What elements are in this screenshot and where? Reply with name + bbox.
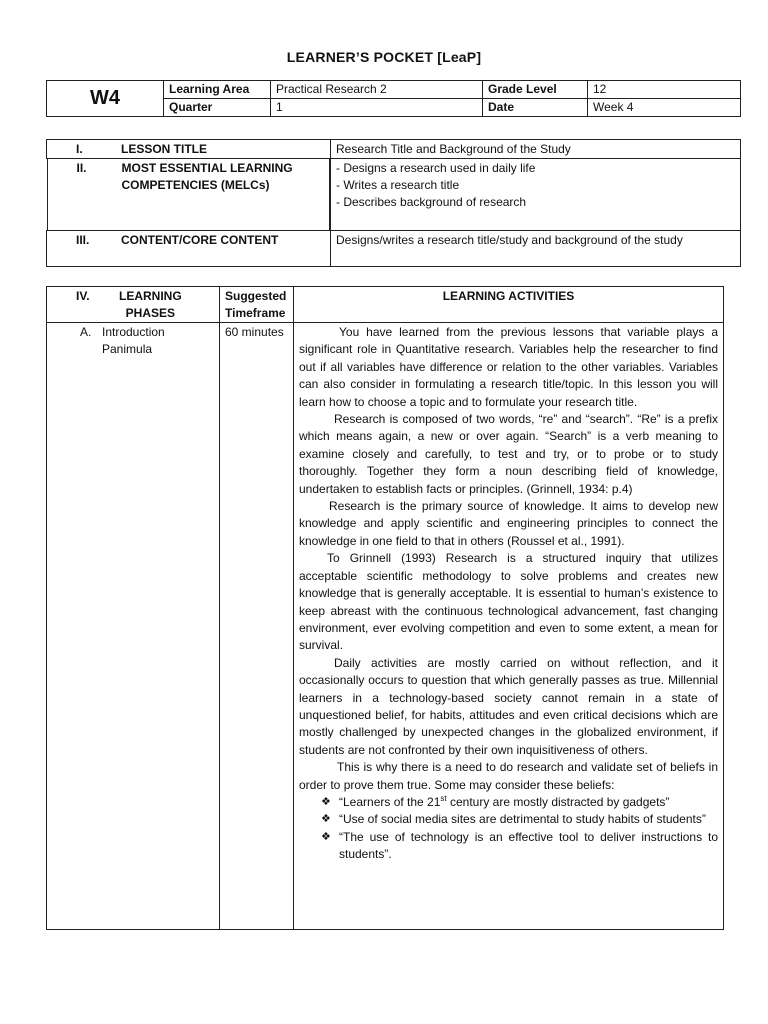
- paragraph: This is why there is a need to do research and validate set of beliefs in order to prove them true. Some may consider these beliefs:: [299, 760, 718, 792]
- timeframe-label-line2: Timeframe: [225, 306, 286, 320]
- diamond-bullet-icon: ❖: [321, 830, 331, 843]
- lesson-title-value: Research Title and Background of the Study: [331, 140, 741, 159]
- header-table: [46, 80, 741, 117]
- quarter-value: 1: [271, 99, 483, 117]
- belief-item: ❖ “Use of social media sites are detrimental to study habits of students”: [299, 811, 718, 828]
- lesson-info-table: [46, 139, 741, 267]
- melc-item: - Describes background of research: [336, 195, 527, 209]
- melc-list: [331, 159, 741, 231]
- paragraph: Daily activities are mostly carried on without reflection, and it occasionally occurs to question that which generally passes as true. Millennial learners in a technology-based society cannot remain in a state of unquestioned belief, for habits, attitudes and even critical decisions which are mostly challenged by unexpected changes in the globalized environment, if students are not confronted by their own inquisitiveness of others.: [299, 655, 718, 757]
- melc-item: - Writes a research title: [336, 178, 460, 192]
- paragraph: To Grinnell (1993) Research is a structured inquiry that utilizes acceptable scientific methodology to solve problems and creates new knowledge that is generally acceptable. It is essential to human’s existence to keep abreast with the continuous technological advancement, fast changing environment, ever evolving competition and even to some extent, a mean for survival.: [299, 551, 718, 653]
- lesson-title-number: I.: [76, 142, 83, 156]
- timeframe-label-line1: Suggested: [225, 289, 287, 303]
- melc-label: MOST ESSENTIAL LEARNING COMPETENCIES (MELCs): [121, 161, 293, 192]
- diamond-bullet-icon: ❖: [321, 813, 331, 826]
- date-label: Date: [483, 99, 588, 117]
- diamond-bullet-icon: ❖: [321, 795, 331, 808]
- intro-sublabel: Panimula: [102, 342, 153, 356]
- week-code: W4: [47, 81, 164, 117]
- phases-header: [47, 287, 220, 323]
- belief-item: ❖ “The use of technology is an effective tool to deliver instructions to students”.: [321, 829, 718, 862]
- grade-level-label: Grade Level: [483, 81, 588, 99]
- learning-area-label: Learning Area: [164, 81, 271, 99]
- content-label: CONTENT/CORE CONTENT: [121, 233, 279, 247]
- content-number: III.: [76, 233, 90, 247]
- grade-level-value: 12: [588, 81, 741, 99]
- beliefs-list: [299, 794, 718, 864]
- document-title: LEARNER’S POCKET [LeaP]: [286, 49, 482, 65]
- learning-area-value: Practical Research 2: [271, 81, 483, 99]
- paragraph: Research is composed of two words, “re” and “search”. “Re” is a prefix which means again, a new or over again. “Search” is a verb meaning to examine closely and carefully, to test and try, or to probe or to study thoroughly. Together they form a noun describing field of knowledge, undertaken to establish facts or principles. (Grinnell, 1934: p.4): [299, 412, 718, 496]
- intro-label: Introduction: [102, 325, 165, 339]
- melc-cell: [47, 159, 331, 230]
- lesson-title-label: LESSON TITLE: [121, 142, 208, 156]
- activities-header: LEARNING ACTIVITIES: [294, 287, 724, 323]
- timeframe-header: [220, 287, 294, 323]
- melc-item: - Designs a research used in daily life: [336, 161, 536, 175]
- date-value: Week 4: [588, 99, 741, 117]
- belief-item: ❖ “Learners of the 21st century are mostly distracted by gadgets”: [299, 794, 718, 811]
- lesson-title-cell: [47, 140, 331, 159]
- activities-table: [46, 286, 724, 930]
- paragraph: You have learned from the previous lessons that variable plays a significant role in Quantitative research. Variables help the researcher to find out if all variables have difference or relation to the other variables. Variables can also consider in formulating a research title/topic. In this lesson you will learn how to choose a topic and to formulate your research title.: [299, 325, 718, 409]
- phases-number: IV.: [76, 289, 90, 303]
- phases-label-line2: PHASES: [125, 306, 176, 320]
- intro-letter: A.: [80, 325, 92, 339]
- learning-activities-text: [294, 323, 724, 930]
- content-value: Designs/writes a research title/study and background of the study: [331, 231, 741, 267]
- content-cell: [47, 231, 331, 267]
- phases-label-line1: LEARNING: [119, 289, 182, 303]
- quarter-label: Quarter: [164, 99, 271, 117]
- intro-timeframe: 60 minutes: [220, 323, 294, 930]
- paragraph: Research is the primary source of knowledge. It aims to develop new knowledge and apply scientific and engineering principles to connect the knowledge in one field to that in others (Roussel et al., 1991).: [299, 499, 718, 548]
- intro-phase-cell: [47, 323, 220, 930]
- melc-number: II.: [76, 161, 87, 175]
